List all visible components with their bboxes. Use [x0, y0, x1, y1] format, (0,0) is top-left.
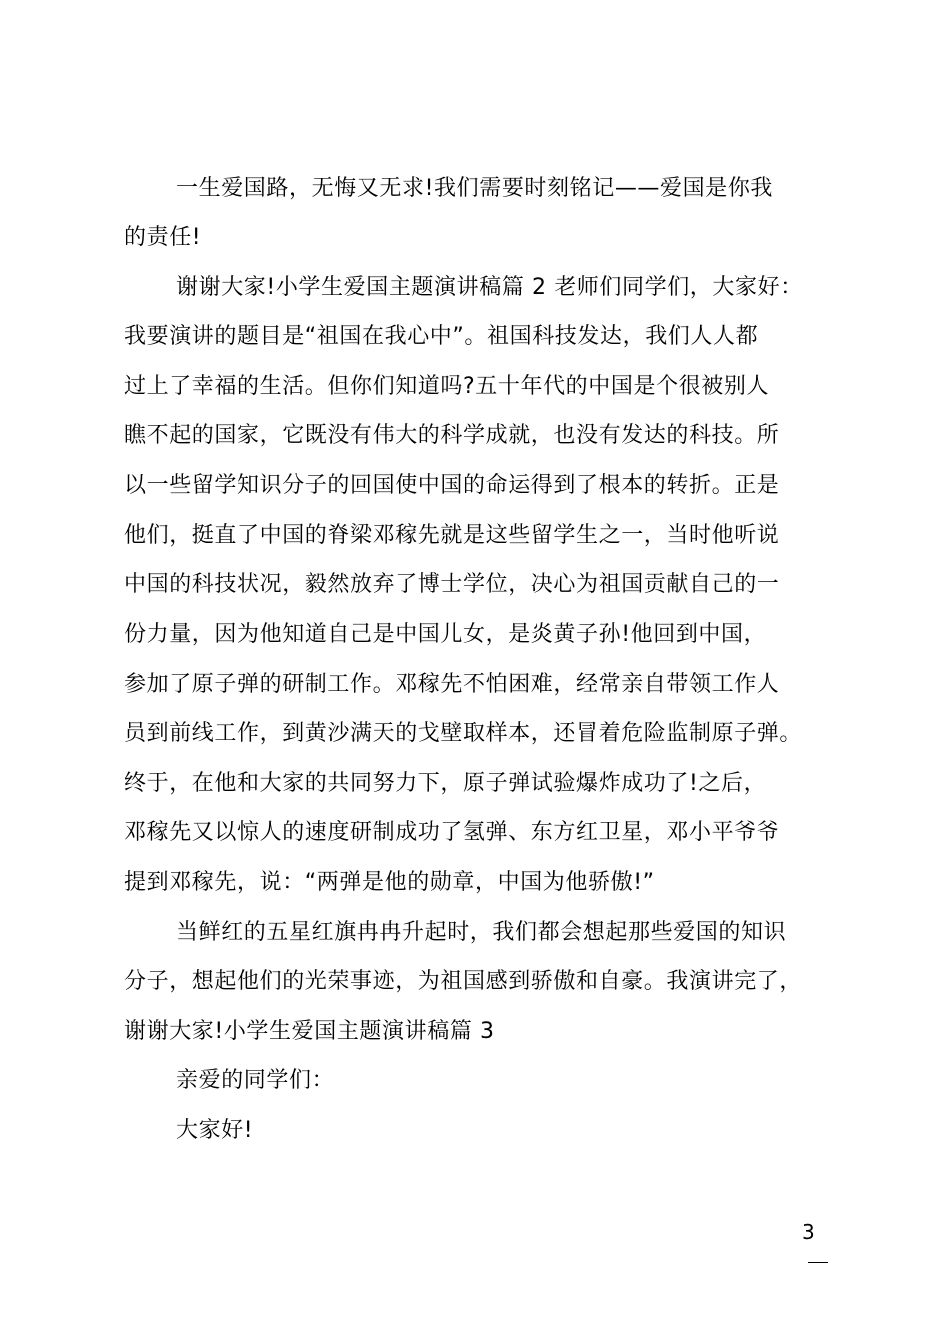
text-line: 参加了原子弹的研制工作。邓稼先不怕困难，经常亲自带领工作人	[124, 672, 780, 697]
text-line: 分子，想起他们的光荣事迹，为祖国感到骄傲和自豪。我演讲完了，	[124, 969, 803, 994]
text-line: 我要演讲的题目是“祖国在我心中”。祖国科技发达，我们人人都	[124, 324, 759, 349]
text-line: 份力量，因为他知道自己是中国儿女，是炎黄子孙!他回到中国，	[124, 622, 767, 647]
text-line: 谢谢大家!小学生爱国主题演讲稿篇 2 老师们同学们，大家好：	[176, 275, 803, 300]
text-line: 以一些留学知识分子的回国使中国的命运得到了根本的转折。正是	[124, 473, 780, 498]
text-line: 员到前线工作，到黄沙满天的戈壁取样本，还冒着危险监制原子弹。	[124, 721, 803, 746]
text-line: 谢谢大家!小学生爱国主题演讲稿篇 3	[124, 1019, 495, 1044]
page-number-rule	[808, 1262, 828, 1263]
text-line: 过上了幸福的生活。但你们知道吗?五十年代的中国是个很被别人	[124, 374, 770, 399]
text-line: 亲爱的同学们：	[176, 1068, 335, 1093]
text-line: 大家好!	[176, 1118, 254, 1143]
text-line: 当鲜红的五星红旗冉冉升起时，我们都会想起那些爱国的知识	[176, 920, 787, 945]
text-line: 一生爱国路，无悔又无求!我们需要时刻铭记——爱国是你我	[176, 176, 774, 201]
text-line: 终于，在他和大家的共同努力下，原子弹试验爆炸成功了!之后，	[124, 771, 767, 796]
page-number: 3	[802, 1220, 815, 1244]
text-line: 中国的科技状况，毅然放弃了博士学位，决心为祖国贡献自己的一	[124, 572, 780, 597]
text-line: 瞧不起的国家，它既没有伟大的科学成就，也没有发达的科技。所	[124, 423, 780, 448]
text-line: 他们，挺直了中国的脊梁邓稼先就是这些留学生之一，当时他听说	[124, 523, 780, 548]
text-line: 邓稼先又以惊人的速度研制成功了氢弹、东方红卫星，邓小平爷爷	[124, 820, 780, 845]
text-line: 的责任!	[124, 225, 202, 250]
text-line: 提到邓稼先，说：“两弹是他的勋章，中国为他骄傲!”	[124, 870, 655, 895]
